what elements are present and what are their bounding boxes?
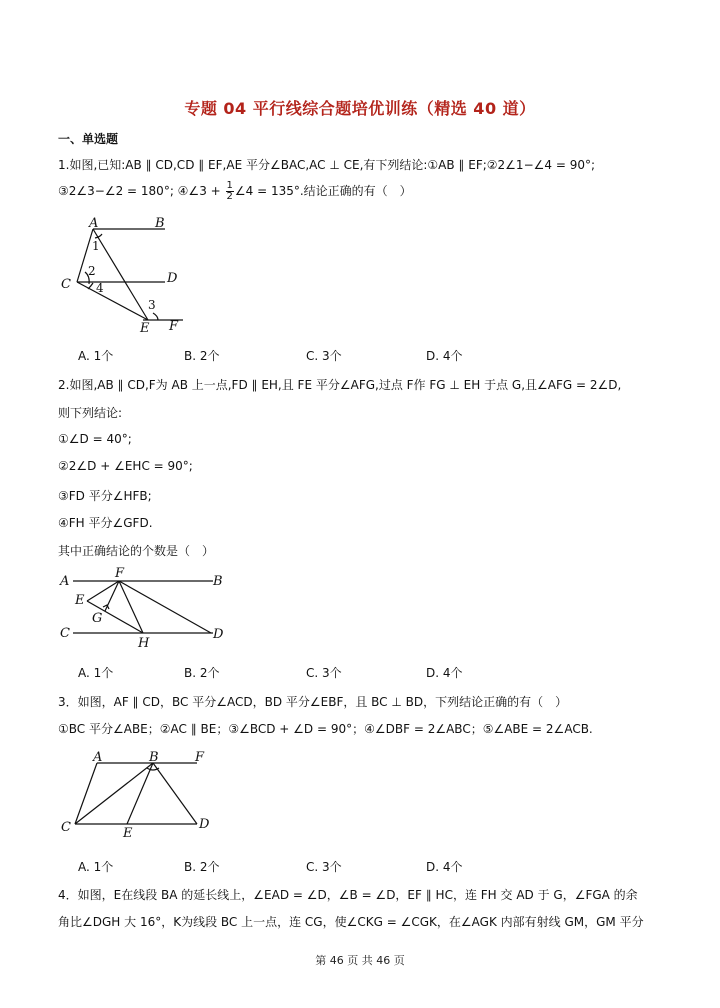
q4-line1: 4．如图，E在线段 BA 的延长线上，∠EAD = ∠D，∠B = ∠D，EF ∥ HC，连 FH 交 AD 于 G，∠FGA 的余	[58, 888, 638, 902]
q3-figure	[55, 748, 225, 840]
q1-label-D: D	[167, 271, 178, 286]
q3-label-C: C	[61, 820, 71, 835]
q2-line2: 则下列结论:	[58, 406, 123, 420]
q2-option-d: D. 4个	[426, 666, 463, 680]
q1-option-a: A. 1个	[78, 349, 114, 363]
q2-label-G: G	[92, 611, 103, 626]
q2-line1: 2.如图,AB ∥ CD,F为 AB 上一点,FD ∥ EH,且 FE 平分∠AFG,过点 F作 FG ⊥ EH 于点 G,且∠AFG = 2∠D,	[58, 378, 622, 392]
q1-line2-pre: ③2∠3−∠2 = 180°; ④∠3 +	[58, 184, 225, 198]
q3-label-A: A	[93, 750, 103, 765]
q1-label-angle1: 1	[92, 239, 100, 253]
q2-item-3: ③FD 平分∠HFB;	[58, 489, 152, 503]
q1-option-b: B. 2个	[184, 349, 220, 363]
q1-line2-post: ∠4 = 135°.结论正确的有（ ）	[234, 184, 412, 198]
q2-option-b: B. 2个	[184, 666, 220, 680]
q3-line1: 3．如图，AF ∥ CD，BC 平分∠ACD，BD 平分∠EBF，且 BC ⊥ BD，下列结论正确的有（ ）	[58, 695, 568, 709]
q1-option-c: C. 3个	[306, 349, 342, 363]
q2-label-F: F	[115, 566, 125, 581]
q2-item-1: ①∠D = 40°;	[58, 432, 132, 446]
q2-item-4: ④FH 平分∠GFD.	[58, 516, 153, 530]
q1-label-angle3: 3	[148, 298, 156, 312]
q2-label-E: E	[75, 593, 85, 608]
section-heading: 一、单选题	[58, 132, 119, 146]
q3-line2: ①BC 平分∠ABE；②AC ∥ BE；③∠BCD + ∠D = 90°；④∠DBF = 2∠ABC；⑤∠ABE = 2∠ACB.	[58, 722, 593, 736]
q1-label-E: E	[140, 321, 150, 336]
q1-label-angle4: 4	[96, 281, 104, 295]
q3-label-B: B	[149, 750, 159, 765]
q1-line2	[58, 181, 412, 202]
q3-label-F: F	[195, 750, 205, 765]
q2-option-a: A. 1个	[78, 666, 114, 680]
q3-option-a: A. 1个	[78, 860, 114, 874]
q3-option-b: B. 2个	[184, 860, 220, 874]
page-title: 专题 04 平行线综合题培优训练（精选 40 道）	[184, 99, 536, 118]
q1-label-C: C	[61, 277, 71, 292]
q1-fraction: $\frac{1}{2}$	[226, 180, 233, 202]
q2-item-2: ②2∠D + ∠EHC = 90°;	[58, 459, 193, 473]
page-footer: 第 46 页 共 46 页	[315, 954, 405, 967]
q1-line1: 1.如图,已知:AB ∥ CD,CD ∥ EF,AE 平分∠BAC,AC ⊥ CE,有下列结论:①AB ∥ EF;②2∠1−∠4 = 90°;	[58, 158, 596, 172]
q1-label-F: F	[169, 319, 179, 334]
q3-option-c: C. 3个	[306, 860, 342, 874]
q1-label-B: B	[155, 216, 165, 231]
q1-label-angle2: 2	[88, 264, 96, 278]
q2-label-H: H	[138, 636, 150, 651]
q2-label-A: A	[60, 574, 70, 589]
q3-option-d: D. 4个	[426, 860, 463, 874]
q2-question: 其中正确结论的个数是（ ）	[58, 544, 215, 558]
q3-label-D: D	[199, 817, 210, 832]
q4-line2: 角比∠DGH 大 16°，K为线段 BC 上一点，连 CG，使∠CKG = ∠CGK，在∠AGK 内部有射线 GM，GM 平分	[58, 915, 644, 929]
q2-option-c: C. 3个	[306, 666, 342, 680]
q2-figure	[55, 564, 235, 650]
q1-option-d: D. 4个	[426, 349, 463, 363]
q2-label-B: B	[213, 574, 223, 589]
q1-label-A: A	[89, 216, 99, 231]
q2-label-C: C	[60, 626, 70, 641]
q1-figure	[55, 212, 195, 337]
q2-label-D: D	[213, 627, 224, 642]
q3-label-E: E	[123, 826, 133, 841]
